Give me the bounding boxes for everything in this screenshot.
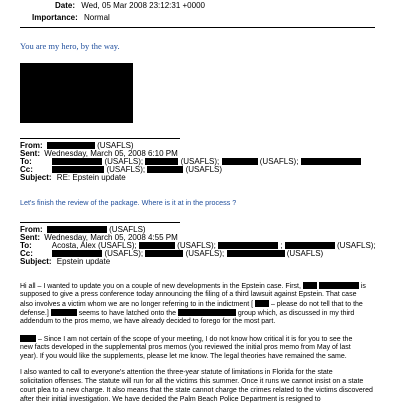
body-text: – Since I am not certain of the scope of your meeting, I do not know how critical it is for you to see the (37, 336, 353, 343)
email2-cc-value-2: (USAFLS); (185, 249, 225, 258)
email1-to-value-3: (USAFLS); (259, 157, 299, 166)
redaction-block (285, 242, 335, 249)
email1-from-value: (USAFLS) (97, 141, 134, 150)
redaction-block (51, 309, 77, 316)
signature-redaction (20, 63, 133, 123)
top-message: You are my hero, by the way. (20, 41, 120, 51)
email1-divider (20, 138, 180, 139)
body-line (20, 387, 373, 396)
email2-to-value-3: ; (280, 241, 283, 250)
email2-divider (20, 222, 180, 223)
email2-subject-row (20, 257, 110, 266)
body-text: also involves a victim whom we are no longer referring to in the indictment [ (20, 301, 254, 308)
body-line (20, 318, 275, 327)
email1-cc-value-2: (USAFLS) (185, 165, 223, 174)
date-label: Date: (55, 1, 76, 10)
body-text: group which, as discussed in my third (237, 310, 355, 317)
header-importance-row (32, 13, 110, 22)
importance-label: Importance: (32, 13, 78, 22)
email1-subject-value: RE: Epstein update (56, 173, 126, 182)
body-line (20, 396, 321, 405)
body-text: seems to have latched onto the (78, 310, 177, 317)
email1-to-label: To: (20, 157, 32, 166)
redaction-block (20, 335, 36, 342)
body-text: solicitation offenses. The statute will run for all the victims this summer. Once it runs we cannot insist on a state (20, 378, 364, 385)
date-value: Wed, 05 Mar 2008 23:12:31 +0000 (81, 1, 205, 10)
redaction-block (47, 226, 107, 233)
email1-to-value-2: (USAFLS); (180, 157, 220, 166)
email2-cc-value-3: (USAFLS) (286, 249, 324, 258)
redaction-block (52, 158, 102, 165)
header-divider (20, 27, 375, 28)
redaction-block (301, 158, 361, 165)
email1-from-label: From: (20, 141, 43, 150)
email2-subject-value: Epstein update (56, 257, 111, 266)
redaction-block (145, 158, 178, 165)
body-text: Hi all – I wanted to update you on a couple of new developments in the Epstein case. First, (20, 283, 301, 290)
body-text: I also wanted to call to everyone's attention the three-year statute of limitations in Florida for the state (20, 369, 333, 376)
email2-from-value: (USAFLS) (109, 225, 146, 234)
redaction-block (139, 242, 175, 249)
body-line (20, 378, 363, 387)
redaction-block (319, 282, 359, 289)
email1-cc-label: Cc: (20, 165, 33, 174)
email2-cc-value-1: (USAFLS); (104, 249, 144, 258)
body-text: supposed to give a press conference today announcing the filing of a third lawsuit against Epstein. That case (20, 291, 357, 298)
email2-to-value-2: (USAFLS); (177, 241, 216, 250)
body-text: new facts developed in the supplemental pros memos (you reviewed the initial pros memo from May of last (20, 344, 351, 351)
redaction-block (222, 158, 258, 165)
redaction-block (227, 250, 285, 257)
email2-from-label: From: (20, 225, 43, 234)
redaction-block (47, 142, 95, 149)
body-line (20, 291, 356, 300)
body-text: year). If you would like the supplements, please let me know. The legal theories have remained the same. (20, 353, 347, 360)
email1-to-value-1: (USAFLS); (104, 157, 144, 166)
redaction-block (52, 250, 102, 257)
email1-sent-label: Sent: (20, 149, 40, 158)
redaction-block (218, 242, 278, 249)
redaction-block (178, 309, 236, 316)
email2-to-value-4: (USAFLS); (337, 241, 376, 250)
email2-cc-label: Cc: (20, 249, 33, 258)
body-line (20, 353, 347, 362)
redaction-block (52, 166, 104, 173)
body-line (20, 369, 333, 378)
body-text: is (360, 283, 366, 290)
body-line (20, 344, 351, 353)
email1-reply: Let's finish the review of the package. Where is it at in the process ? (20, 198, 237, 207)
email1-subject-label: Subject: (20, 173, 52, 182)
redaction-block (145, 250, 183, 257)
email2-sent-value: Wednesday, March 05, 2008 4:55 PM (44, 233, 178, 242)
redaction-block (303, 282, 317, 289)
email2-subject-label: Subject: (20, 257, 52, 266)
email1-sent-value: Wednesday, March 05, 2008 6:10 PM (44, 149, 178, 158)
redaction-block (147, 166, 183, 173)
body-text: addendum to the pros memo, we have already decided to forego for the most part. (20, 318, 276, 325)
body-text: court plea to a new charge. It also means that the state cannot charge the crimes related to the victims discovered (20, 387, 373, 394)
importance-value: Normal (84, 13, 110, 22)
body-text: – please do not tell that to the (270, 301, 363, 308)
email1-cc-value-1: (USAFLS); (106, 165, 146, 174)
body-text: after their initial investigation. We have decided the Palm Beach Police Department is resigned to (20, 396, 321, 403)
email2-sent-label: Sent: (20, 233, 40, 242)
body-text: defense.] (20, 310, 49, 317)
redaction-block (255, 300, 269, 307)
header-date-row (55, 1, 205, 10)
email1-subject-row (20, 173, 126, 182)
email2-to-value-1: Acosta, Alex (USAFLS); (51, 241, 137, 250)
email2-to-label: To: (20, 241, 32, 250)
